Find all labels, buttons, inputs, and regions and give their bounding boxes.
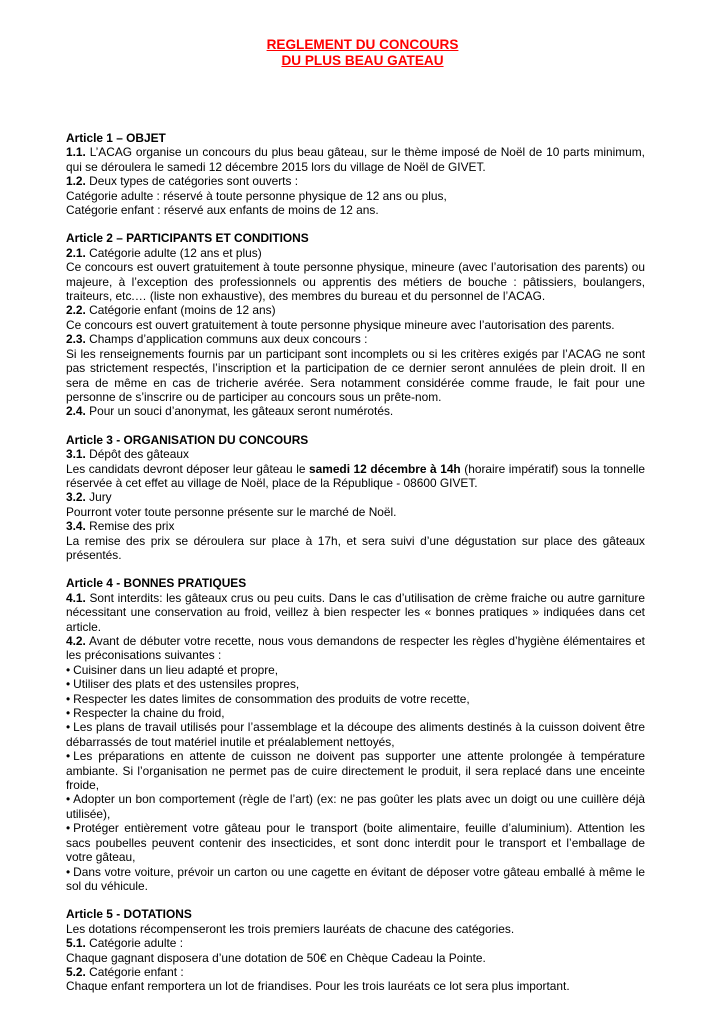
paragraph-text: Ce concours est ouvert gratuitement à toute personne physique, mineure (avec l’autorisation des parents) ou majeure, à l’exception des professionnels ou apprentis des métiers de bouche : pâtissiers, boulangers, traiteurs, etc.… (liste non exhaustive), des membres du bureau et du personnel de l’ACAG. bbox=[66, 260, 645, 304]
subheading bbox=[66, 332, 645, 346]
subheading bbox=[66, 447, 645, 461]
paragraph bbox=[66, 634, 645, 663]
subheading-text: Catégorie enfant (moins de 12 ans) bbox=[85, 303, 276, 318]
paragraph bbox=[66, 404, 645, 418]
paragraph-text: Avant de débuter votre recette, nous vous demandons de respecter les règles d’hygiène élémentaires et les préconisations suivantes : bbox=[66, 634, 645, 663]
document-body bbox=[66, 131, 645, 994]
subheading bbox=[66, 303, 645, 317]
list-item: • Les plans de travail utilisés pour l’assemblage et la découpe des aliments destinés à la cuisson doivent être débarrassés de tout matériel inutile et préalablement nettoyés, bbox=[66, 720, 645, 749]
list-item: • Dans votre voiture, prévoir un carton ou une cagette en évitant de déposer votre gâteau emballé à même le sol du véhicule. bbox=[66, 865, 645, 894]
category-line: Catégorie enfant : réservé aux enfants de moins de 12 ans. bbox=[66, 203, 379, 218]
article-heading: Article 4 - BONNES PRATIQUES bbox=[66, 576, 247, 591]
paragraph-text: Sont interdits: les gâteaux crus ou peu cuits. Dans le cas d’utilisation de crème fraiche ou autre garniture nécessitant une conservation au froid, veillez à bien respecter les « bonnes pratiques » indiquées dans cet article. bbox=[66, 590, 645, 634]
subheading bbox=[66, 519, 645, 533]
clause-number: 3.2. bbox=[66, 490, 86, 505]
clause-number: 1.1. bbox=[66, 145, 86, 160]
clause-number: 2.1. bbox=[66, 245, 86, 260]
subheading-text: Catégorie adulte : bbox=[85, 936, 184, 951]
article-2 bbox=[66, 231, 645, 418]
document-title bbox=[80, 37, 645, 69]
clause-number: 4.1. bbox=[66, 590, 86, 605]
clause-number: 2.4. bbox=[66, 404, 86, 419]
paragraph bbox=[66, 462, 645, 491]
paragraph-text: Chaque enfant remportera un lot de friandises. Pour les trois lauréats ce lot sera plus important. bbox=[66, 979, 570, 994]
subheading bbox=[66, 936, 645, 950]
paragraph-text: Pourront voter toute personne présente sur le marché de Noël. bbox=[66, 504, 397, 519]
list-item: • Cuisiner dans un lieu adapté et propre, bbox=[66, 663, 645, 677]
category-line: Catégorie adulte : réservé à toute personne physique de 12 ans ou plus, bbox=[66, 188, 447, 203]
clause-number: 2.2. bbox=[66, 303, 86, 318]
paragraph-text: La remise des prix se déroulera sur place à 17h, et sera suivi d’une dégustation sur place des gâteaux présentés. bbox=[66, 533, 645, 562]
list-item: • Les préparations en attente de cuisson ne doivent pas supporter une attente prolongée à température ambiante. Si l’organisation ne permet pas de cuire directement le produit, il sera replacé dans une enceinte froide, bbox=[66, 749, 645, 792]
subheading-text: Catégorie adulte (12 ans et plus) bbox=[85, 245, 262, 260]
clause-number: 1.2. bbox=[66, 174, 86, 189]
subheading-text: Catégorie enfant : bbox=[85, 964, 184, 979]
paragraph-text: Si les renseignements fournis par un participant sont incomplets ou si les critères exigés par l’ACAG ne sont pas strictement respectés, l’inscription et la participation de ce dernier seront annulées de plein droit. Il en sera de même en cas de tricherie avérée. Sera notamment considérée comme fraude, le fait pour une personne de s’inscrire ou de participer au concours sous un prête-nom. bbox=[66, 346, 645, 404]
list-item: • Respecter la chaine du froid, bbox=[66, 706, 645, 720]
clause-number: 4.2. bbox=[66, 634, 86, 648]
subheading-text: Remise des prix bbox=[85, 519, 175, 534]
article-heading: Article 3 - ORGANISATION DU CONCOURS bbox=[66, 432, 309, 447]
list-item: • Adopter un bon comportement (règle de l’art) (ex: ne pas goûter les plats avec un doigt ou une cuillère déjà utilisée), bbox=[66, 792, 645, 821]
paragraph-text: (horaire impératif) sous la tonnelle réservée à cet effet au village de Noël, place de la République - 08600 GIVET. bbox=[66, 461, 646, 490]
article-5 bbox=[66, 907, 645, 993]
clause-number: 5.1. bbox=[66, 936, 86, 951]
paragraph bbox=[66, 591, 645, 634]
article-heading: Article 1 – OBJET bbox=[66, 131, 166, 145]
paragraph-text: Chaque gagnant disposera d’une dotation de 50€ en Chèque Cadeau la Pointe. bbox=[66, 950, 486, 965]
subheading-text: Champs d’application communs aux deux concours : bbox=[85, 332, 368, 347]
article-4 bbox=[66, 576, 645, 893]
paragraph-text: L’ACAG organise un concours du plus beau gâteau, sur le thème imposé de Noël de 10 parts minimum, qui se déroulera le samedi 12 décembre 2015 lors du village de Noël de GIVET. bbox=[66, 145, 645, 174]
paragraph-text: Les dotations récompenseront les trois premiers lauréats de chacune des catégories. bbox=[66, 921, 515, 936]
paragraph bbox=[66, 145, 645, 174]
clause-number: 2.3. bbox=[66, 332, 86, 347]
paragraph-text: Les candidats devront déposer leur gâteau le bbox=[66, 461, 310, 476]
deposit-date: samedi 12 décembre à 14h bbox=[309, 461, 461, 476]
paragraph-text: Pour un souci d’anonymat, les gâteaux seront numérotés. bbox=[85, 404, 394, 419]
hygiene-rules-list bbox=[66, 663, 645, 894]
subheading bbox=[66, 246, 645, 260]
subheading-text: Jury bbox=[85, 490, 112, 505]
clause-number: 3.4. bbox=[66, 519, 86, 534]
paragraph bbox=[66, 174, 645, 188]
article-heading: Article 2 – PARTICIPANTS ET CONDITIONS bbox=[66, 231, 309, 246]
subheading bbox=[66, 490, 645, 504]
paragraph-text: Ce concours est ouvert gratuitement à toute personne physique mineure avec l’autorisation des parents. bbox=[66, 317, 615, 332]
article-1 bbox=[66, 131, 645, 217]
title-line-2: DU PLUS BEAU GATEAU bbox=[281, 53, 444, 68]
list-item: • Protéger entièrement votre gâteau pour le transport (boite alimentaire, feuille d’aluminium). Attention les sacs poubelles peuvent contenir des insecticides, et sont donc interdit pour le transport et l’emballage de votre gâteau, bbox=[66, 821, 645, 864]
list-item: • Respecter les dates limites de consommation des produits de votre recette, bbox=[66, 692, 645, 706]
paragraph-text: Deux types de catégories sont ouverts : bbox=[85, 174, 299, 189]
clause-number: 3.1. bbox=[66, 447, 86, 462]
article-3 bbox=[66, 433, 645, 563]
title-line-1: REGLEMENT DU CONCOURS bbox=[266, 37, 459, 52]
article-heading: Article 5 - DOTATIONS bbox=[66, 907, 192, 922]
subheading-text: Dépôt des gâteaux bbox=[85, 447, 189, 462]
list-item: • Utiliser des plats et des ustensiles propres, bbox=[66, 677, 645, 691]
clause-number: 5.2. bbox=[66, 964, 86, 979]
subheading bbox=[66, 965, 645, 979]
